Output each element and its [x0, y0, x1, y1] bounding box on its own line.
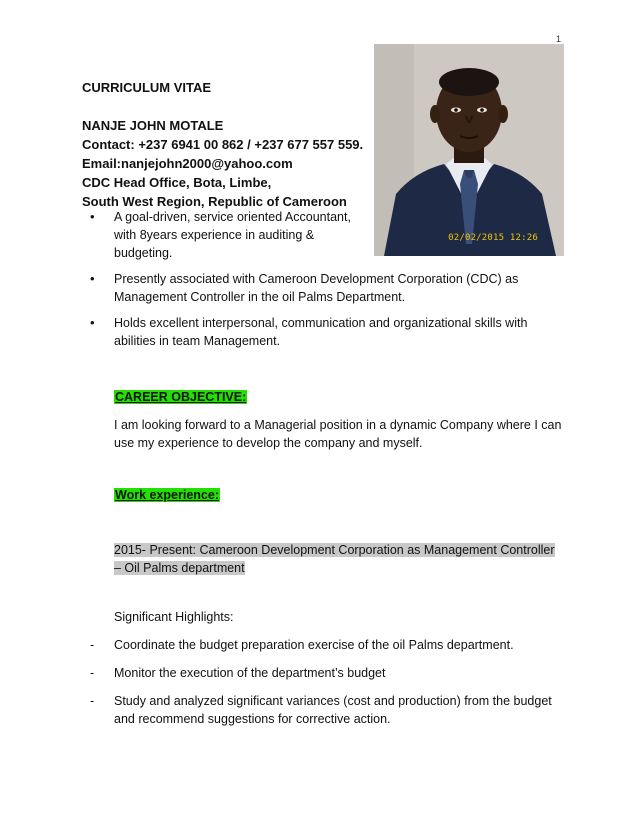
candidate-name: NANJE JOHN MOTALE — [82, 118, 224, 133]
photo-timestamp: 02/02/2015 12:26 — [448, 233, 538, 243]
bullet-icon: • — [90, 209, 95, 224]
list-item: - Study and analyzed significant variances (cost and production) from the budget and recommend suggestions for corrective action. — [90, 694, 552, 726]
list-item: • Presently associated with Cameroon Development Corporation (CDC) as Management Controller in the oil Palms Department. — [90, 271, 519, 304]
career-objective-heading-row — [114, 388, 564, 406]
dash-icon: - — [90, 666, 95, 680]
work-experience-heading-row — [114, 486, 564, 504]
document-title: CURRICULUM VITAE — [82, 80, 212, 95]
highlights-label: Significant Highlights: — [114, 610, 234, 624]
career-objective-text: I am looking forward to a Managerial position in a dynamic Company where I can use my experience to develop the company and myself. — [114, 418, 562, 450]
dash-icon: - — [90, 638, 95, 652]
list-item: • A goal-driven, service oriented Accountant, with 8years experience in auditing & budgeting. — [90, 209, 351, 260]
position-entry — [114, 541, 564, 577]
highlights-list — [82, 636, 564, 738]
career-objective-heading: CAREER OBJECTIVE: — [115, 390, 247, 404]
region-address: South West Region, Republic of Cameroon — [82, 194, 347, 209]
office-address: CDC Head Office, Bota, Limbe, — [82, 175, 272, 190]
dash-icon: - — [90, 694, 95, 708]
bullet-icon: • — [90, 315, 95, 330]
list-item: - Coordinate the budget preparation exercise of the oil Palms department. — [90, 638, 514, 652]
contact-phone: Contact: +237 6941 00 862 / +237 677 557 559. — [82, 137, 364, 152]
position-title: 2015- Present: Cameroon Development Corporation as Management Controller – Oil Palms department — [114, 543, 555, 575]
cv-header — [82, 78, 372, 211]
bullet-icon: • — [90, 271, 95, 286]
list-item: - Monitor the execution of the department’s budget — [90, 666, 386, 680]
contact-email: Email:nanjejohn2000@yahoo.com — [82, 156, 293, 171]
summary-list — [82, 208, 552, 358]
work-experience-heading: Work experience: — [115, 488, 219, 502]
list-item: • Holds excellent interpersonal, communication and organizational skills with abilities in team Management. — [90, 315, 528, 348]
page-number: 1 — [556, 34, 562, 44]
